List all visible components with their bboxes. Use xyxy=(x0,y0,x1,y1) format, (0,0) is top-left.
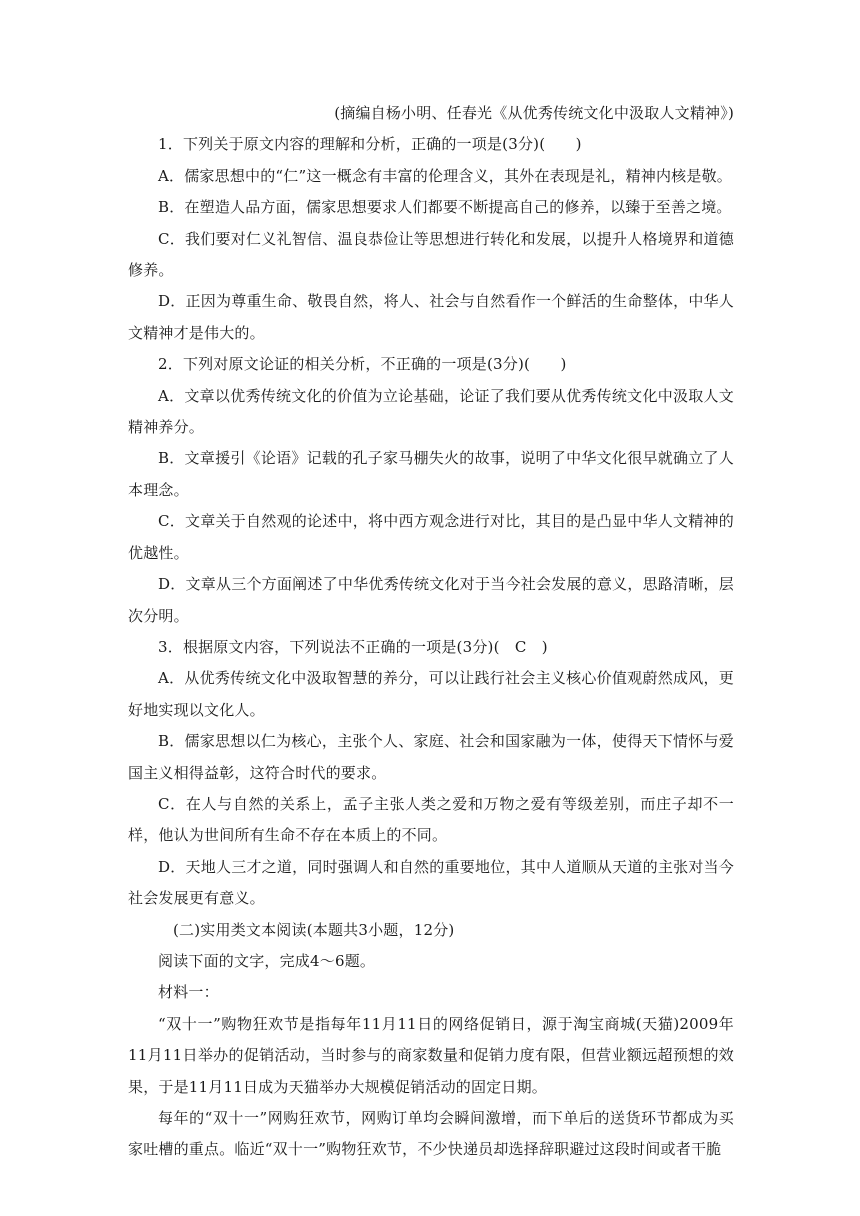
material-label: 材料一： xyxy=(158,983,219,1002)
question-2-option-c: C．文章关于自然观的论述中，将中西方观念进行对比，其目的是凸显中华人文精神的优越性。 xyxy=(128,512,734,562)
document-page xyxy=(128,98,734,1166)
question-3-option-d: D．天地人三才之道，同时强调人和自然的重要地位，其中人道顺从天道的主张对当今社会发展更有意义。 xyxy=(128,857,734,908)
question-2-option-a: A．文章以优秀传统文化的价值为立论基础，论证了我们要从优秀传统文化中汲取人文精神养分。 xyxy=(128,386,734,437)
question-2-stem: 2．下列对原文论证的相关分析，不正确的一项是(3分)( ) xyxy=(158,355,567,374)
question-3-option-b: B．儒家思想以仁为核心，主张个人、家庭、社会和国家融为一体，使得天下情怀与爱国主义相得益彰，这符合时代的要求。 xyxy=(128,732,734,782)
material-paragraph-1: “双十一”购物狂欢节是指每年11月11日的网络促销日，源于淘宝商城(天猫)2009年11月11日举办的促销活动，当时参与的商家数量和促销力度有限，但营业额远超预想的效果，于是11月11日成为天猫举办大规模促销活动的固定日期。 xyxy=(128,1014,734,1096)
section-heading: (二)实用类文本阅读(本题共3小题，12分) xyxy=(173,920,455,939)
question-3-stem: 3．根据原文内容，下列说法不正确的一项是(3分)( C ) xyxy=(158,637,548,656)
question-3-option-c: C．在人与自然的关系上，孟子主张人类之爱和万物之爱有等级差别，而庄子却不一样，他认为世间所有生命不存在本质上的不同。 xyxy=(128,794,734,845)
question-1-option-b: B．在塑造人品方面，儒家思想要求人们都要不断提高自己的修养，以臻于至善之境。 xyxy=(158,198,732,217)
reading-instruction: 阅读下面的文字，完成4～6题。 xyxy=(158,951,376,970)
material-paragraph-2: 每年的“双十一”网购狂欢节，网购订单均会瞬间激增，而下单后的送货环节都成为买家吐槽的重点。临近“双十一”购物狂欢节，不少快递员却选择辞职避过这段时间或者干脆 xyxy=(128,1109,734,1159)
question-3-option-a: A．从优秀传统文化中汲取智慧的养分，可以让践行社会主义核心价值观蔚然成风，更好地实现以文化人。 xyxy=(128,669,734,719)
question-2-option-b: B．文章援引《论语》记载的孔子家马棚失火的故事，说明了中华文化很早就确立了人本理念。 xyxy=(128,449,734,499)
question-1-option-a: A．儒家思想中的“仁”这一概念有丰富的伦理含义，其外在表现是礼，精神内核是敬。 xyxy=(158,166,732,185)
question-1-option-d: D．正因为尊重生命、敬畏自然，将人、社会与自然看作一个鲜活的生命整体，中华人文精神才是伟大的。 xyxy=(128,292,734,342)
question-2-option-d: D．文章从三个方面阐述了中华优秀传统文化对于当今社会发展的意义，思路清晰，层次分明。 xyxy=(128,575,734,625)
source-citation: (摘编自杨小明、任春光《从优秀传统文化中汲取人文精神》) xyxy=(334,104,734,122)
question-1-option-c: C．我们要对仁义礼智信、温良恭俭让等思想进行转化和发展，以提升人格境界和道德修养。 xyxy=(128,229,734,280)
question-1-stem: 1．下列关于原文内容的理解和分析，正确的一项是(3分)( ) xyxy=(158,135,582,154)
